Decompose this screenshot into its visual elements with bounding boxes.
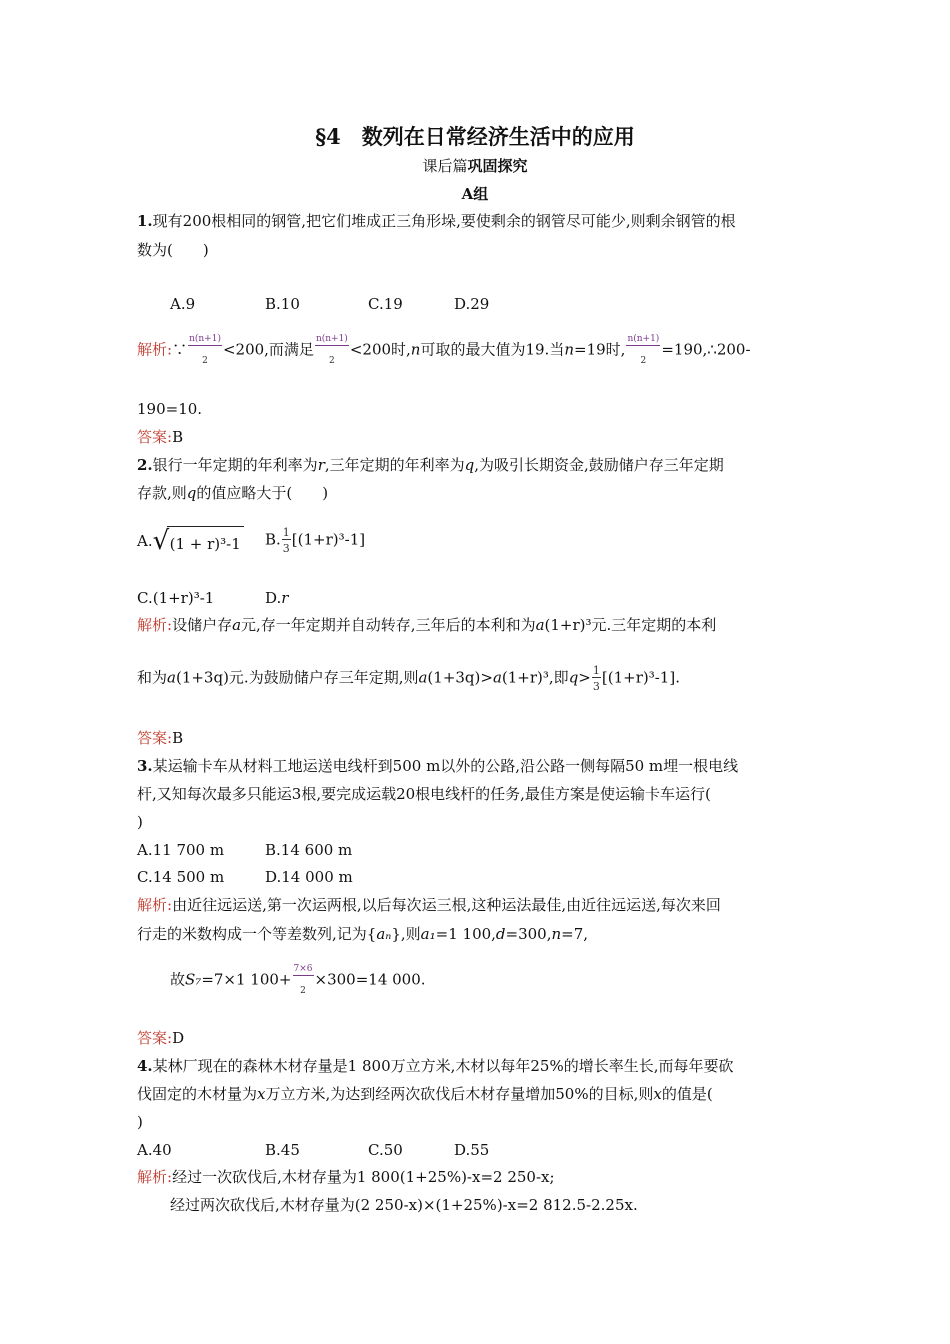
q2-opt-b-label: B. [265, 530, 281, 549]
q2-opt-a-sqrt [153, 526, 244, 559]
q3-a3b: =7×1 100+ [201, 970, 292, 989]
q1-frac1-num: n(n+1) [189, 334, 221, 344]
q3-option-b: B.14 600 m [265, 841, 353, 859]
subtitle-normal: 课后篇 [422, 157, 468, 175]
q3-line2: 杆,又知每次最多只能运3根,要完成运载20根电线杆的任务,最佳方案是使运输卡车运行( [137, 785, 711, 803]
q2-a1b: 元,存一年定期并自动转存,三年后的本利和为 [241, 616, 536, 634]
q2-option-d [265, 588, 288, 608]
q2-answer [137, 728, 183, 748]
q2-a2h: q [568, 668, 579, 687]
q4-l2b: 万立方米,为达到经两次砍伐后木材存量增加50%的目标,则 [265, 1085, 654, 1103]
q2-analysis-line2 [137, 664, 680, 693]
q3-a3s: S₇ [185, 970, 202, 989]
q2-option-b [265, 526, 365, 555]
q4-analysis-label: 解析: [137, 1168, 173, 1186]
q3-line3: ) [137, 813, 143, 831]
q1-frac2-num: n(n+1) [315, 334, 348, 344]
q3-a2c: =1 100, [435, 925, 496, 943]
q4-option-a: A.40 [137, 1141, 172, 1159]
q4-option-c: C.50 [368, 1141, 403, 1159]
q2-l1a: 银行一年定期的年利率为 [152, 456, 318, 474]
q3-analysis-line1 [137, 895, 721, 915]
q2-analysis-line1 [137, 615, 716, 635]
page-subtitle [0, 156, 950, 176]
q4-line3: ) [137, 1113, 143, 1131]
q2-l2q: q [186, 484, 197, 502]
q3-a2a1: a₁ [420, 925, 436, 943]
subtitle-bold: 巩固探究 [467, 157, 528, 175]
q4-l1: 某林厂现在的森林木材存量是1 800万立方米,木材以每年25%的增长率生长,而每年要砍 [152, 1057, 734, 1075]
q2-a1d: (1+r)³元.三年定期的本利 [544, 616, 717, 634]
q3-a2b: },则 [391, 925, 421, 943]
q3-a2f: =7, [561, 925, 589, 943]
q3-answer-value: D [172, 1029, 185, 1047]
q1-fraction-1 [188, 334, 222, 367]
q2-a2g: (1+r)³,即 [501, 668, 569, 687]
q3-a2a: 行走的米数构成一个等差数列,记为{ [137, 925, 377, 943]
q4-option-d: D.55 [454, 1141, 490, 1159]
q3-a2an: aₙ [376, 925, 392, 943]
q4-analysis-line2: 经过两次砍伐后,木材存量为(2 250-x)×(1+25%)-x=2 812.5-2.25x. [170, 1196, 638, 1214]
q1-a-var-n2: n [564, 340, 574, 359]
q1-frac3-num: n(n+1) [627, 334, 660, 344]
q1-answer-label: 答案: [137, 428, 173, 446]
q2-opt-b-rest: [(1+r)³-1] [291, 530, 366, 549]
q1-a-part3: <200时, [349, 340, 411, 359]
group-label: A组 [461, 185, 489, 203]
q3-a3c: ×300=14 000. [314, 970, 426, 989]
q2-a1a: 设储户存 [172, 616, 233, 634]
q3-answer-label: 答案: [137, 1029, 173, 1047]
q2-l1c: ,为吸引长期资金,鼓励储户存三年定期 [474, 456, 724, 474]
q2-a2-den: 3 [592, 680, 600, 693]
q1-a-var-n: n [410, 340, 421, 359]
q2-opt-b-den: 3 [282, 542, 290, 555]
q3-analysis-line3 [170, 964, 426, 997]
q2-option-c: C.(1+r)³-1 [137, 589, 215, 607]
q3-option-d: D.14 000 m [265, 868, 353, 886]
q2-line2 [137, 483, 328, 503]
q2-a1c: a [535, 616, 545, 634]
q1-answer [137, 427, 183, 447]
q2-a2-frac [592, 664, 601, 693]
q2-line1 [137, 455, 724, 475]
q4-line1 [137, 1056, 734, 1076]
q3-a3-den: 2 [300, 986, 306, 996]
q3-a3-frac [293, 964, 314, 997]
q1-a-part8: =190,∴200- [661, 340, 751, 359]
q3-a1: 由近往远运送,第一次运两根,以后每次运三根,这种运法最佳,由近往远运送,每次来回 [172, 896, 721, 914]
q2-l1q: q [464, 456, 475, 474]
q1-analysis-line2: 190=10. [137, 400, 203, 418]
q1-fraction-2 [315, 334, 349, 367]
q3-l1: 某运输卡车从材料工地运送电线杆到500 m以外的公路,沿公路一侧每隔50 m埋一根电线 [152, 757, 739, 775]
q2-a2i: > [578, 668, 591, 687]
q1-fraction-3 [626, 334, 660, 367]
q2-opt-b-num: 1 [282, 526, 290, 539]
q1-number: 1. [137, 212, 153, 230]
q2-a2b: a [167, 668, 176, 687]
sqrt-symbol-icon: √ [152, 526, 170, 556]
q3-line1 [137, 756, 738, 776]
q2-a2-num: 1 [592, 664, 600, 677]
q1-option-b: B.10 [265, 295, 300, 313]
q1-a-part1: ∵ [172, 340, 188, 359]
q3-answer [137, 1028, 184, 1048]
q2-a2c: (1+3q)元.为鼓励储户存三年定期,则 [175, 668, 419, 687]
q4-l2c: 的值是( [661, 1085, 713, 1103]
q2-number: 2. [137, 456, 153, 474]
q2-option-a [137, 526, 244, 559]
q3-a2d: d [495, 925, 506, 943]
q1-line1 [137, 211, 736, 231]
q2-opt-b-frac [282, 526, 291, 555]
q1-answer-value: B [172, 428, 184, 446]
q1-line2: 数为( ) [137, 241, 209, 259]
q2-opt-d-r: r [281, 589, 289, 607]
q4-option-b: B.45 [265, 1141, 300, 1159]
q3-number: 3. [137, 757, 153, 775]
q2-opt-a-radicand: (1 + r)³-1 [167, 526, 244, 559]
q1-analysis-line1 [137, 334, 751, 367]
q2-l1b: ,三年定期的年利率为 [324, 456, 465, 474]
q4-line2 [137, 1084, 713, 1104]
q1-frac1-den: 2 [202, 356, 208, 366]
q4-a1: 经过一次砍伐后,木材存量为1 800(1+25%)-x=2 250-x; [172, 1168, 555, 1186]
q3-a3-num: 7×6 [293, 964, 313, 974]
q2-l1r: r [317, 456, 325, 474]
q2-a2j: [(1+r)³-1]. [601, 668, 680, 687]
q2-a2d: a [418, 668, 428, 687]
q2-answer-label: 答案: [137, 729, 173, 747]
q2-a2a: 和为 [137, 668, 168, 687]
q3-a2n: n [551, 925, 562, 943]
q1-a-part7: =19时, [574, 340, 626, 359]
q3-option-a: A.11 700 m [137, 841, 225, 859]
q2-a2f: a [492, 668, 502, 687]
q4-l2x2: x [653, 1085, 662, 1103]
q1-analysis-label: 解析: [137, 340, 173, 359]
q4-analysis-line1 [137, 1167, 555, 1187]
q2-opt-a-label: A. [137, 532, 153, 550]
q3-analysis-line2 [137, 924, 588, 944]
q2-opt-d-label: D. [265, 589, 282, 607]
q1-frac2-den: 2 [329, 356, 335, 366]
q4-l2x: x [257, 1085, 266, 1103]
q1-option-c: C.19 [368, 295, 403, 313]
q2-a2e: (1+3q)> [427, 668, 493, 687]
q1-option-d: D.29 [454, 295, 490, 313]
q4-number: 4. [137, 1057, 153, 1075]
q3-option-c: C.14 500 m [137, 868, 225, 886]
page-title: §4 数列在日常经济生活中的应用 [315, 124, 635, 149]
q2-answer-value: B [172, 729, 184, 747]
q3-a2e: =300, [505, 925, 552, 943]
q2-l2a: 存款,则 [137, 484, 187, 502]
q1-frac3-den: 2 [640, 356, 647, 366]
q1-text1: 现有200根相同的钢管,把它们堆成正三角形垛,要使剩余的钢管尽可能少,则剩余钢管的根 [152, 212, 736, 230]
q2-l2b: 的值应略大于( ) [196, 484, 329, 502]
q1-a-part5: 可取的最大值为19.当 [420, 340, 565, 359]
q3-a3a: 故 [170, 970, 186, 989]
q2-analysis-label: 解析: [137, 616, 173, 634]
q2-a1v: a [232, 616, 242, 634]
q1-a-part2: <200,而满足 [222, 340, 314, 359]
q4-l2a: 伐固定的木材量为 [137, 1085, 258, 1103]
q1-option-a: A.9 [170, 295, 196, 313]
q3-analysis-label: 解析: [137, 896, 173, 914]
